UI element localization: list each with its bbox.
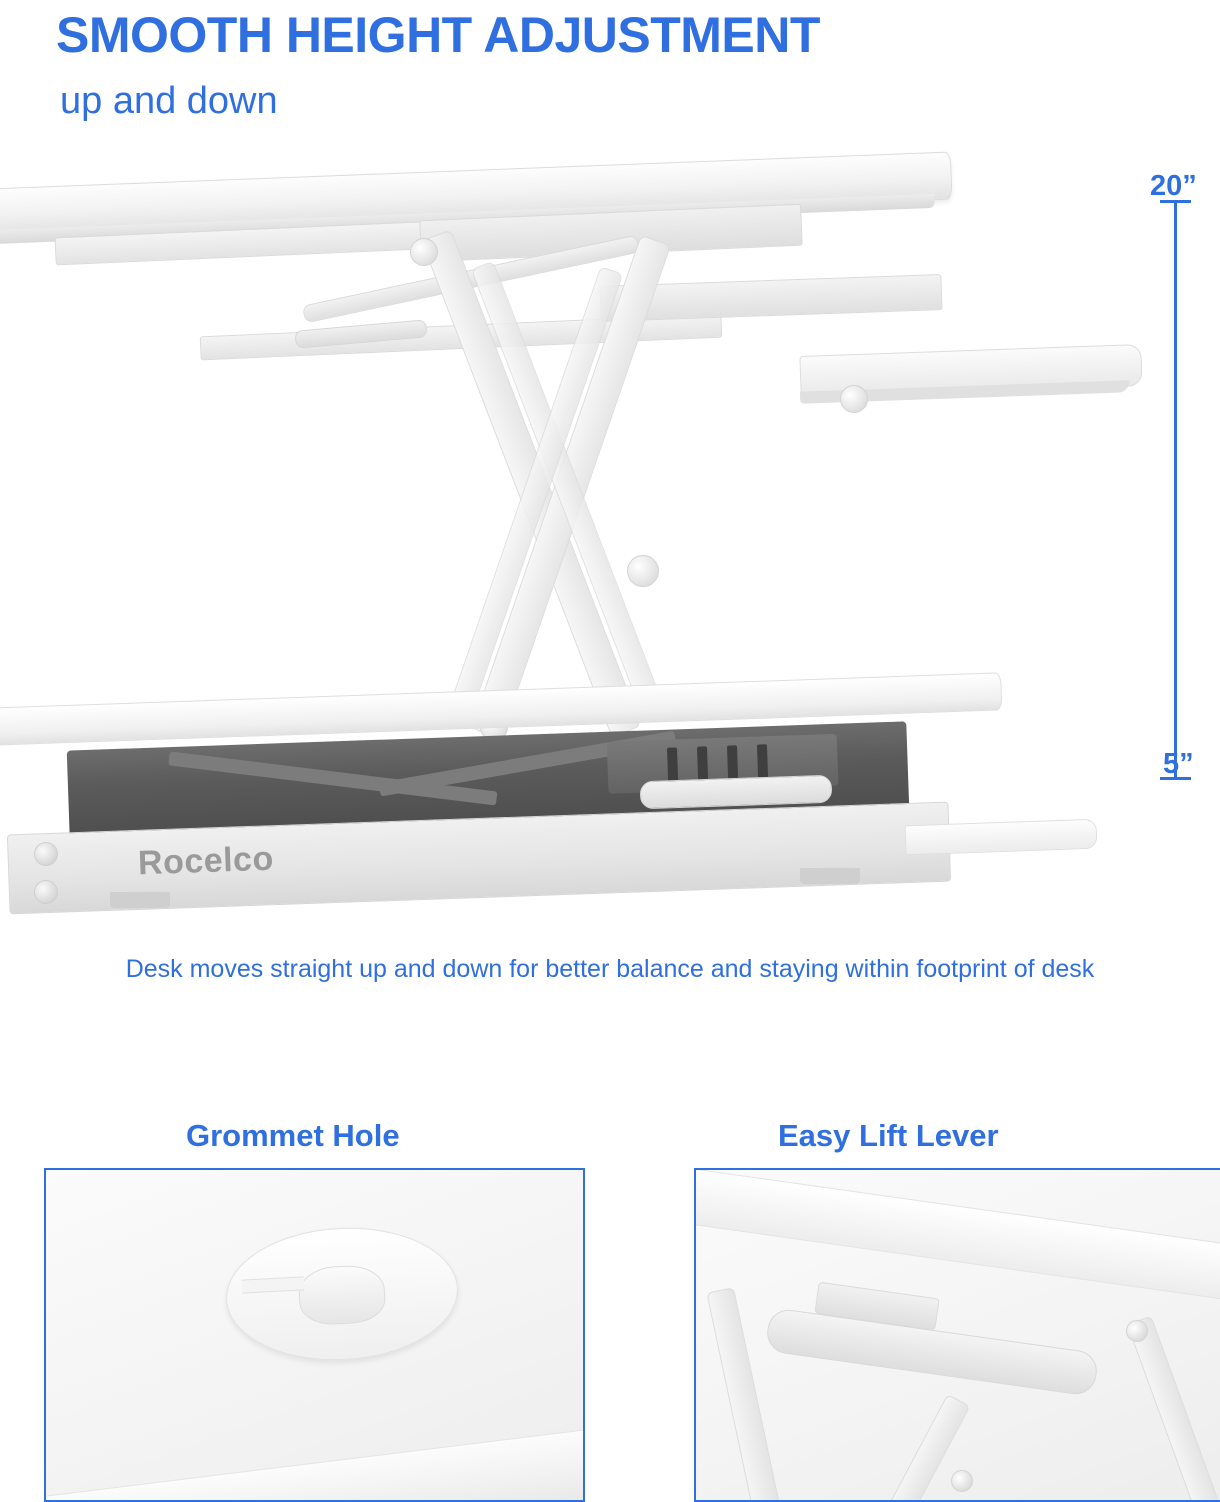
base-bolt-top-left (34, 842, 58, 866)
base-bolt-bottom-left (34, 880, 58, 904)
desk-edge (44, 1420, 585, 1502)
lever-desk-surface (694, 1168, 1220, 1310)
scissor-pivot-top-left (410, 238, 438, 266)
product-illustration (0, 150, 1220, 950)
base-foot-left (110, 892, 170, 908)
base-extension-arm (905, 819, 1098, 856)
panel-grommet-hole (44, 1168, 585, 1502)
brand-logo: Rocelco (137, 839, 275, 883)
lever-pivot-1 (951, 1470, 973, 1492)
page-subtitle: up and down (60, 80, 278, 122)
base-foot-right (800, 868, 860, 884)
max-height-label: 20” (1150, 170, 1197, 202)
height-dimension-line (1174, 200, 1177, 780)
panel-title-grommet-hole: Grommet Hole (186, 1118, 400, 1153)
product-caption: Desk moves straight up and down for better balance and staying within footprint of desk (125, 955, 1095, 983)
lever-pivot-2 (1126, 1320, 1148, 1342)
page-title: SMOOTH HEIGHT ADJUSTMENT (56, 7, 820, 63)
panel-easy-lift-lever (694, 1168, 1220, 1502)
panel-title-easy-lift-lever: Easy Lift Lever (778, 1118, 999, 1153)
grommet-hole-opening (298, 1264, 387, 1326)
scissor-pivot-top-right (840, 385, 868, 413)
scissor-center-pivot (627, 555, 659, 587)
min-height-label: 5” (1163, 748, 1194, 780)
lever-frame-leg-3 (1127, 1316, 1220, 1502)
